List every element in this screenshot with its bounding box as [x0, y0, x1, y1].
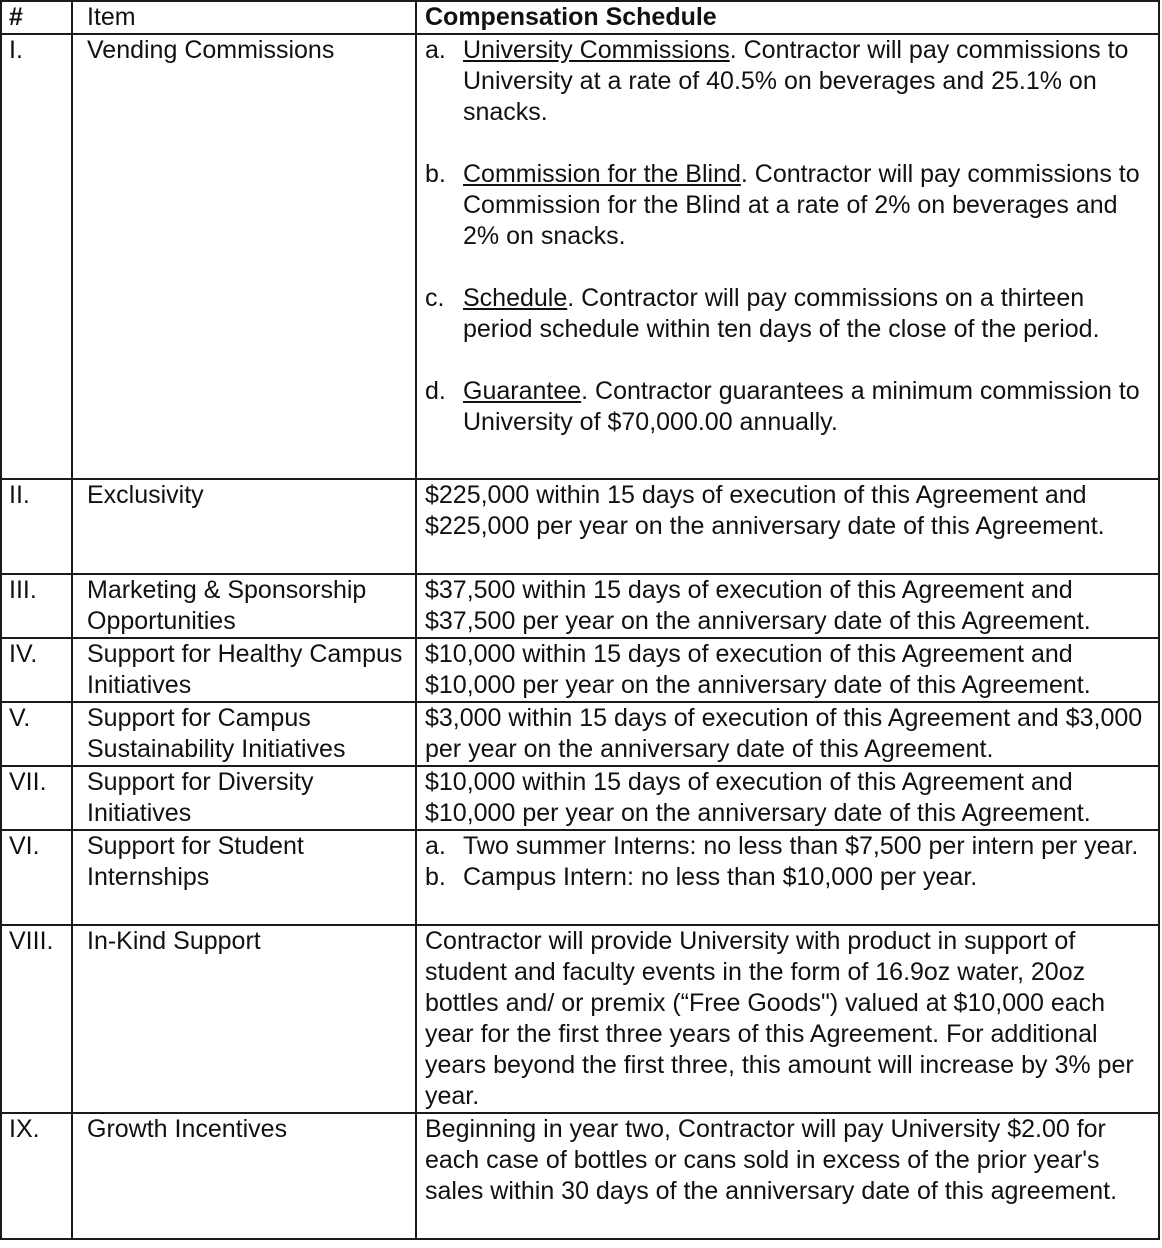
table-row [1, 574, 1159, 638]
row-number: I. [1, 34, 72, 479]
row-item: Support for Student Internships [72, 830, 416, 925]
subitem-title: University Commissions [463, 36, 730, 64]
subitem-title: Guarantee [463, 377, 582, 405]
row-schedule [416, 830, 1159, 925]
row-number: VIII. [1, 925, 72, 1113]
subitem-title: Commission for the Blind [463, 160, 741, 188]
row-schedule: $37,500 within 15 days of execution of this Agreement and $37,500 per year on the anniversary date of this Agreement. [416, 574, 1159, 638]
schedule-subitem [425, 35, 1154, 128]
schedule-subitem [425, 831, 1154, 862]
subitem-text: Campus Intern: no less than $10,000 per year. [463, 863, 978, 891]
row-number: V. [1, 702, 72, 766]
row-item: Support for Diversity Initiatives [72, 766, 416, 830]
row-item: In-Kind Support [72, 925, 416, 1113]
subitem-body: . Contractor will pay commissions on a thirteen period schedule within ten days of the close of the period. [463, 284, 1100, 343]
row-item: Support for Campus Sustainability Initiatives [72, 702, 416, 766]
subitem-label: d. [425, 377, 446, 405]
subitem-text [463, 283, 1154, 345]
table-row [1, 766, 1159, 830]
row-schedule: $10,000 within 15 days of execution of this Agreement and $10,000 per year on the anniversary date of this Agreement. [416, 766, 1159, 830]
subitem-body: . Contractor will pay commissions to University at a rate of 40.5% on beverages and 25.1% on snacks. [463, 36, 1129, 126]
row-schedule: $10,000 within 15 days of execution of this Agreement and $10,000 per year on the anniversary date of this Agreement. [416, 638, 1159, 702]
subitem-label: b. [425, 160, 446, 188]
row-item: Support for Healthy Campus Initiatives [72, 638, 416, 702]
subitem-label: a. [425, 36, 446, 64]
row-schedule: Contractor will provide University with product in support of student and faculty events in the form of 16.9oz water, 20oz bottles and/ or premix (“Free Goods") valued at $10,000 each year for the first three years of this Agreement. For additional years beyond the first three, this amount will increase by 3% per year. [416, 925, 1159, 1113]
schedule-subitem [425, 862, 1154, 893]
row-item: Exclusivity [72, 479, 416, 574]
subitem-label: a. [425, 832, 446, 860]
subitem-label: c. [425, 284, 445, 312]
header-item: Item [72, 1, 416, 34]
row-item: Growth Incentives [72, 1113, 416, 1239]
subitem-body: . Contractor will pay commissions to Commission for the Blind at a rate of 2% on beverages and 2% on snacks. [463, 160, 1140, 250]
table-row [1, 638, 1159, 702]
table-row [1, 1113, 1159, 1239]
row-item: Vending Commissions [72, 34, 416, 479]
row-number: IV. [1, 638, 72, 702]
header-compensation-schedule: Compensation Schedule [416, 1, 1159, 34]
table-row [1, 34, 1159, 479]
schedule-subitem [425, 283, 1154, 345]
table-header-row [1, 1, 1159, 34]
subitem-text [463, 159, 1154, 252]
table-row [1, 479, 1159, 574]
table-row [1, 702, 1159, 766]
subitem-text [463, 376, 1154, 438]
row-item: Marketing & Sponsorship Opportunities [72, 574, 416, 638]
row-schedule [416, 34, 1159, 479]
subitem-text: Two summer Interns: no less than $7,500 per intern per year. [463, 832, 1139, 860]
table-row [1, 830, 1159, 925]
row-number: VI. [1, 830, 72, 925]
header-number: # [1, 1, 72, 34]
subitem-title: Schedule [463, 284, 568, 312]
table-row [1, 925, 1159, 1113]
row-number: VII. [1, 766, 72, 830]
subitem-body: . Contractor guarantees a minimum commission to University of $70,000.00 annually. [463, 377, 1140, 436]
row-number: II. [1, 479, 72, 574]
row-schedule: Beginning in year two, Contractor will pay University $2.00 for each case of bottles or cans sold in excess of the prior year's sales within 30 days of the anniversary date of this agreement. [416, 1113, 1159, 1239]
row-schedule: $3,000 within 15 days of execution of this Agreement and $3,000 per year on the anniversary date of this Agreement. [416, 702, 1159, 766]
row-number: III. [1, 574, 72, 638]
subitem-label: b. [425, 863, 446, 891]
schedule-subitem [425, 376, 1154, 438]
subitem-text [463, 35, 1154, 128]
schedule-subitem [425, 159, 1154, 252]
row-schedule: $225,000 within 15 days of execution of this Agreement and $225,000 per year on the anniversary date of this Agreement. [416, 479, 1159, 574]
row-number: IX. [1, 1113, 72, 1239]
